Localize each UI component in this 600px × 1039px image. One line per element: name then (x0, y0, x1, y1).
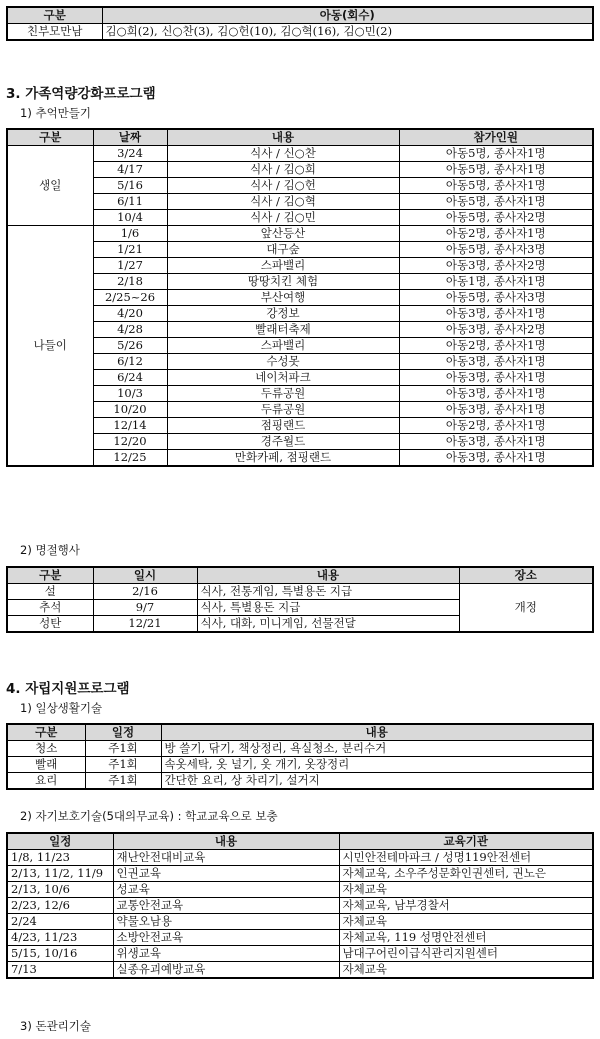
table-cell: 4/23, 11/23 (7, 930, 113, 946)
table-cell: 아동3명, 종사자1명 (399, 306, 593, 322)
table-row (7, 242, 593, 258)
table-row (7, 930, 593, 946)
table-cell: 시민안전테마파크 / 성명119안전센터 (339, 850, 593, 866)
subsection-holidays: 2) 명절행사 (20, 543, 80, 557)
col-header: 장소 (459, 567, 593, 584)
table-cell: 방 쓸기, 닦기, 책상정리, 욕실청소, 분리수거 (161, 741, 593, 757)
table-cell: 김○희(2), 신○찬(3), 김○헌(10), 김○혁(16), 김○민(2) (102, 24, 593, 41)
table-cell: 식사 / 신○찬 (167, 146, 399, 162)
col-header: 구분 (7, 724, 85, 741)
table-cell: 인권교육 (113, 866, 339, 882)
table-cell: 아동3명, 종사자1명 (399, 354, 593, 370)
table-cell: 아동3명, 종사자2명 (399, 322, 593, 338)
table-cell: 친부모만남 (7, 24, 102, 41)
table-row (7, 386, 593, 402)
table-cell: 1/6 (93, 226, 167, 242)
table-cell: 식사 / 김○민 (167, 210, 399, 226)
table-cell: 아동3명, 종사자2명 (399, 258, 593, 274)
table-cell: 자체교육 (339, 962, 593, 979)
col-header: 구분 (7, 129, 93, 146)
table-cell: 자체교육 (339, 914, 593, 930)
table-cell: 점핑랜드 (167, 418, 399, 434)
subsection-daily-life: 1) 일상생활기술 (20, 701, 103, 715)
table-cell: 땅땅치킨 체험 (167, 274, 399, 290)
table-row (7, 194, 593, 210)
table-cell: 4/28 (93, 322, 167, 338)
col-header: 참가인원 (399, 129, 593, 146)
table-cell: 12/25 (93, 450, 167, 467)
table-cell: 강정보 (167, 306, 399, 322)
table-cell: 아동3명, 종사자1명 (399, 402, 593, 418)
table-cell: 2/13, 11/2, 11/9 (7, 866, 113, 882)
table-row (7, 274, 593, 290)
table-cell: 남대구어린이급식관리지원센터 (339, 946, 593, 962)
table-cell: 대구숲 (167, 242, 399, 258)
table-cell: 네이처파크 (167, 370, 399, 386)
table-cell: 성교육 (113, 882, 339, 898)
table-cell: 12/20 (93, 434, 167, 450)
table-cell: 1/21 (93, 242, 167, 258)
table-row (7, 914, 593, 930)
table-cell: 설 (7, 584, 93, 600)
table-row (7, 178, 593, 194)
table-cell: 아동3명, 종사자1명 (399, 370, 593, 386)
table-cell: 12/14 (93, 418, 167, 434)
table-cell: 빨래터축제 (167, 322, 399, 338)
table-cell: 두류공원 (167, 402, 399, 418)
subsection-money-management: 3) 돈관리기술 (20, 1019, 92, 1033)
table-row (7, 306, 593, 322)
table-cell: 7/13 (7, 962, 113, 979)
table-cell: 아동5명, 종사자1명 (399, 162, 593, 178)
table-cell: 5/16 (93, 178, 167, 194)
table-cell: 2/24 (7, 914, 113, 930)
table-row (7, 946, 593, 962)
table-row (7, 450, 593, 467)
col-header: 일정 (85, 724, 161, 741)
col-header: 내용 (161, 724, 593, 741)
col-header: 아동(회수) (102, 7, 593, 24)
table-cell: 5/26 (93, 338, 167, 354)
table-cell: 청소 (7, 741, 85, 757)
table-cell: 아동5명, 종사자1명 (399, 146, 593, 162)
table-cell: 식사, 특별용돈 지급 (197, 600, 459, 616)
col-header: 일정 (7, 833, 113, 850)
table-cell: 식사, 대화, 미니게임, 선물전달 (197, 616, 459, 633)
table-row (7, 162, 593, 178)
table-cell: 아동5명, 종사자3명 (399, 242, 593, 258)
table-cell: 2/23, 12/6 (7, 898, 113, 914)
table-cell: 식사, 전통게임, 특별용돈 지급 (197, 584, 459, 600)
table-cell: 스파밸리 (167, 258, 399, 274)
table-cell: 만화카페, 점핑랜드 (167, 450, 399, 467)
col-header: 내용 (197, 567, 459, 584)
table-cell: 자체교육, 소우주성문화인권센터, 권노은 (339, 866, 593, 882)
table-cell: 식사 / 김○희 (167, 162, 399, 178)
table-cell: 식사 / 김○헌 (167, 178, 399, 194)
table-cell: 요리 (7, 773, 85, 790)
daily-life-table (6, 723, 594, 790)
table-row (7, 370, 593, 386)
table-cell: 10/20 (93, 402, 167, 418)
table-cell: 아동1명, 종사자1명 (399, 274, 593, 290)
table-cell: 주1회 (85, 741, 161, 757)
self-protection-table (6, 832, 594, 979)
table-cell: 자체교육, 119 성명안전센터 (339, 930, 593, 946)
subsection-self-protection: 2) 자기보호기술(5대의무교육) : 학교교육으로 보충 (20, 809, 278, 823)
subsection-memories: 1) 추억만들기 (20, 106, 92, 120)
table-cell: 자체교육 (339, 882, 593, 898)
col-header: 내용 (167, 129, 399, 146)
section-title-3: 3. 가족역량강화프로그램 (6, 86, 156, 102)
table-cell: 주1회 (85, 773, 161, 790)
group-cell: 나들이 (7, 226, 93, 467)
table-row (7, 210, 593, 226)
table-cell: 스파밸리 (167, 338, 399, 354)
table-cell: 아동2명, 종사자1명 (399, 418, 593, 434)
table-cell: 10/4 (93, 210, 167, 226)
table-row (7, 402, 593, 418)
col-header: 구분 (7, 7, 102, 24)
table-cell: 5/15, 10/16 (7, 946, 113, 962)
table-row (7, 882, 593, 898)
table-cell: 아동3명, 종사자1명 (399, 450, 593, 467)
table-cell: 추석 (7, 600, 93, 616)
table-cell: 12/21 (93, 616, 197, 633)
table-cell: 아동5명, 종사자1명 (399, 194, 593, 210)
table-cell: 실종유괴예방교육 (113, 962, 339, 979)
place-cell: 개정 (459, 584, 593, 633)
table-cell: 아동5명, 종사자3명 (399, 290, 593, 306)
table-cell: 4/20 (93, 306, 167, 322)
table-row (7, 898, 593, 914)
table-cell: 앞산등산 (167, 226, 399, 242)
table-row (7, 418, 593, 434)
table-row (7, 146, 593, 162)
table-cell: 6/12 (93, 354, 167, 370)
table-cell: 속옷세탁, 옷 널기, 옷 개기, 옷장정리 (161, 757, 593, 773)
table-cell: 2/13, 10/6 (7, 882, 113, 898)
table-cell: 성탄 (7, 616, 93, 633)
table-cell: 2/16 (93, 584, 197, 600)
table-cell: 10/3 (93, 386, 167, 402)
table-row (7, 226, 593, 242)
table-row (7, 354, 593, 370)
table-cell: 경주월드 (167, 434, 399, 450)
table-cell: 1/8, 11/23 (7, 850, 113, 866)
table-cell: 9/7 (93, 600, 197, 616)
table-cell: 수성못 (167, 354, 399, 370)
table-cell: 위생교육 (113, 946, 339, 962)
table-cell: 1/27 (93, 258, 167, 274)
table-cell: 자체교육, 남부경찰서 (339, 898, 593, 914)
table-cell: 주1회 (85, 757, 161, 773)
table-row (7, 290, 593, 306)
table-cell: 아동2명, 종사자1명 (399, 338, 593, 354)
table-cell: 아동3명, 종사자1명 (399, 434, 593, 450)
table-row (7, 338, 593, 354)
table-cell: 3/24 (93, 146, 167, 162)
table-row (7, 962, 593, 979)
col-header: 내용 (113, 833, 339, 850)
group-cell: 생일 (7, 146, 93, 226)
table-cell: 아동2명, 종사자1명 (399, 226, 593, 242)
table-cell: 아동3명, 종사자1명 (399, 386, 593, 402)
table-cell: 빨래 (7, 757, 85, 773)
memories-table (6, 128, 594, 467)
table-cell: 두류공원 (167, 386, 399, 402)
col-header: 교육기관 (339, 833, 593, 850)
table-cell: 2/25~26 (93, 290, 167, 306)
table-row (7, 322, 593, 338)
col-header: 날짜 (93, 129, 167, 146)
table-row (7, 434, 593, 450)
table-cell: 교통안전교육 (113, 898, 339, 914)
table-cell: 소방안전교육 (113, 930, 339, 946)
table-cell: 재난안전대비교육 (113, 850, 339, 866)
table-cell: 식사 / 김○혁 (167, 194, 399, 210)
table-cell: 간단한 요리, 상 차리기, 설거지 (161, 773, 593, 790)
col-header: 일시 (93, 567, 197, 584)
table-cell: 약물오남용 (113, 914, 339, 930)
table-cell: 4/17 (93, 162, 167, 178)
section-title-4: 4. 자립지원프로그램 (6, 681, 130, 697)
table-row (7, 258, 593, 274)
table-cell: 아동5명, 종사자2명 (399, 210, 593, 226)
table-cell: 아동5명, 종사자1명 (399, 178, 593, 194)
col-header: 구분 (7, 567, 93, 584)
table-cell: 6/11 (93, 194, 167, 210)
holiday-table (6, 566, 594, 633)
table-cell: 6/24 (93, 370, 167, 386)
table-row (7, 866, 593, 882)
table-cell: 2/18 (93, 274, 167, 290)
table-row (7, 850, 593, 866)
table-cell: 부산여행 (167, 290, 399, 306)
children-visit-table (6, 6, 594, 41)
